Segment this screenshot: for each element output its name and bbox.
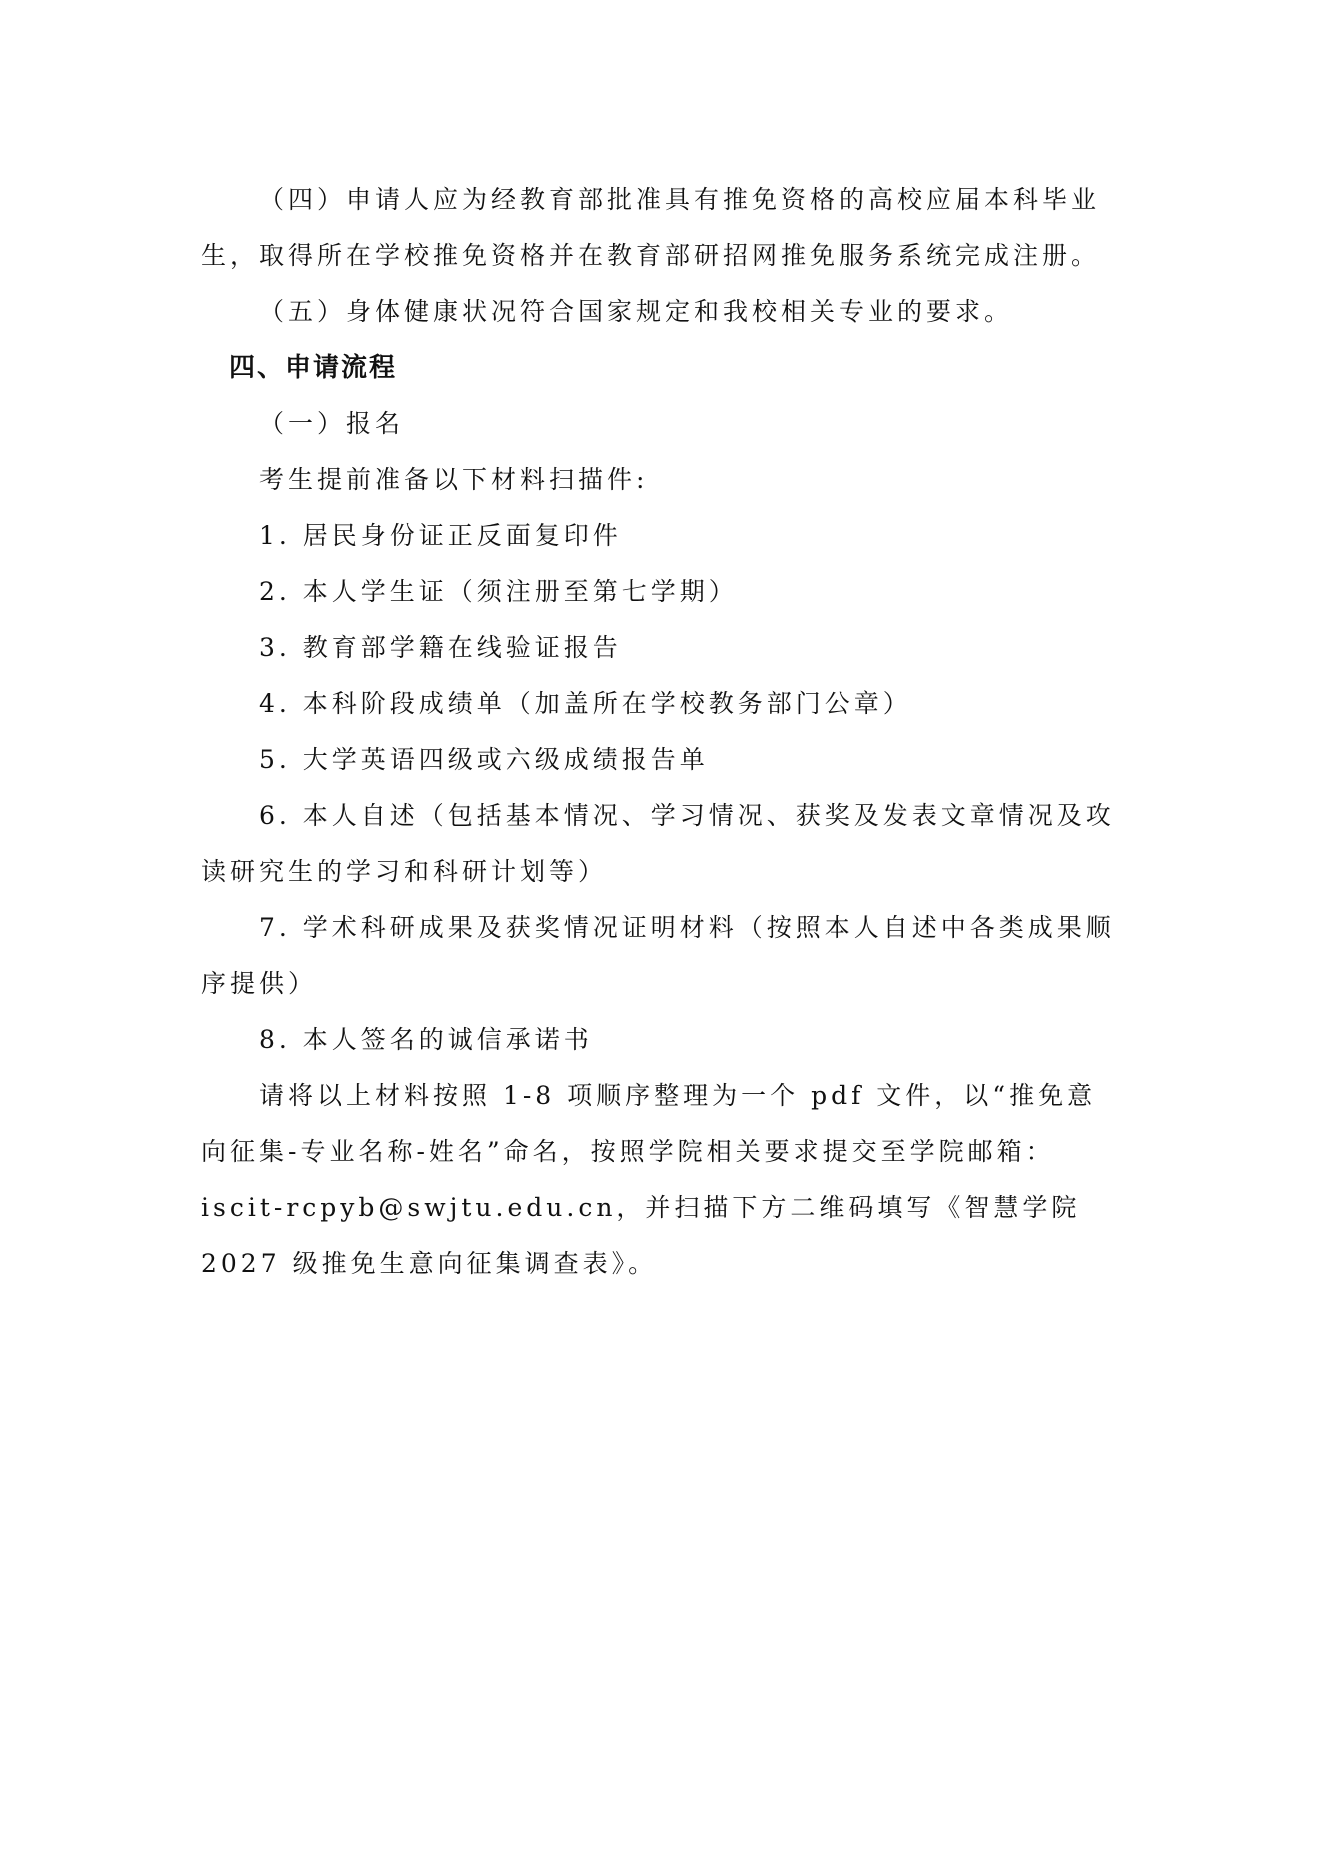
paragraph-eligibility-5: （五）身体健康状况符合国家规定和我校相关专业的要求。 [259, 297, 1014, 326]
material-item-3: 3. 教育部学籍在线验证报告 [259, 633, 622, 662]
material-item-7: 7. 学术科研成果及获奖情况证明材料（按照本人自述中各类成果顺序提供） [201, 913, 1115, 998]
document-body [201, 172, 1121, 1292]
material-item-4: 4. 本科阶段成绩单（加盖所在学校教务部门公章） [259, 689, 912, 718]
paragraph-prepare-materials: 考生提前准备以下材料扫描件: [259, 465, 649, 494]
paragraph-eligibility-4: （四）申请人应为经教育部批准具有推免资格的高校应届本科毕业生，取得所在学校推免资格并在教育部研招网推免服务系统完成注册。 [201, 185, 1101, 270]
material-item-5: 5. 大学英语四级或六级成绩报告单 [259, 745, 709, 774]
material-item-1: 1. 居民身份证正反面复印件 [259, 521, 622, 550]
material-item-8: 8. 本人签名的诚信承诺书 [259, 1025, 593, 1054]
subheading-registration: （一）报名 [259, 409, 405, 438]
material-item-6: 6. 本人自述（包括基本情况、学习情况、获奖及发表文章情况及攻读研究生的学习和科研计划等） [201, 801, 1115, 886]
section-heading-application-process: 四、申请流程 [229, 353, 398, 383]
paragraph-submission-instructions: 请将以上材料按照 1-8 项顺序整理为一个 pdf 文件，以“推免意向征集-专业名称-姓名”命名，按照学院相关要求提交至学院邮箱：iscit-rcpyb@swjtu.edu.cn，并扫描下方二维码填写《智慧学院 2027 级推免生意向征集调查表》。 [201, 1081, 1097, 1278]
material-item-2: 2. 本人学生证（须注册至第七学期） [259, 577, 738, 606]
